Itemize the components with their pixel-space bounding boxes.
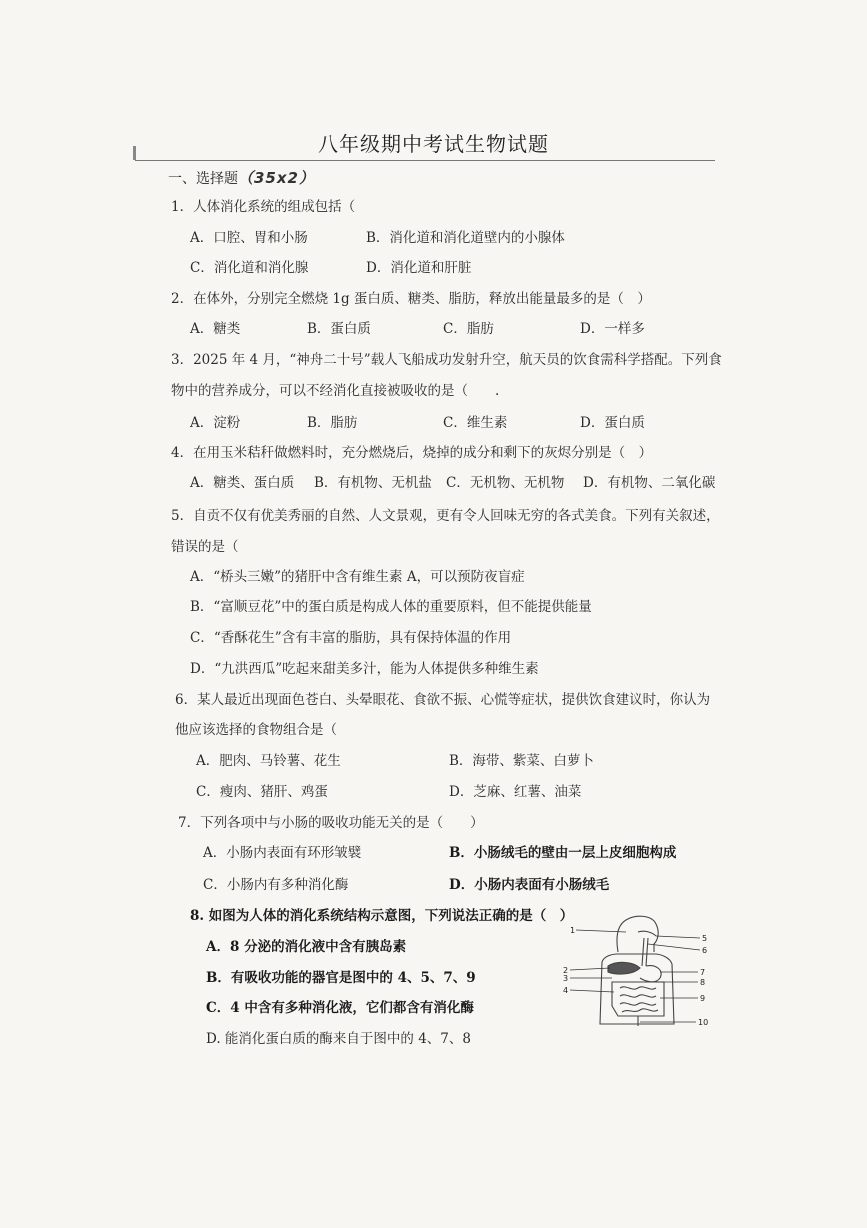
q6-option-b: B．海带、紫菜、白萝卜 [449, 753, 594, 769]
q5-option-c: C．“香酥花生”含有丰富的脂肪，具有保持体温的作用 [190, 630, 512, 646]
question-7-stem: 7．下列各项中与小肠的吸收功能无关的是（ ） [178, 815, 484, 831]
q2-option-b: B．蛋白质 [307, 321, 371, 337]
question-5-stem-line-1: 5．自贡不仅有优美秀丽的自然、人文景观，更有令人回味无穷的各式美食。下列有关叙述， [171, 508, 720, 524]
diagram-label-8: 8 [700, 978, 706, 987]
q1-option-d: D．消化道和肝脏 [366, 260, 472, 276]
q3-option-a: A．淀粉 [190, 415, 241, 431]
section-label: 一、选择题 [168, 171, 238, 187]
q1-option-b: B．消化道和消化道壁内的小腺体 [366, 230, 565, 246]
q4-option-d: D．有机物、二氧化碳 [583, 475, 716, 491]
question-6-stem-line-1: 6．某人最近出现面色苍白、头晕眼花、食欲不振、心慌等症状，提供饮食建议时，你认为 [175, 692, 711, 708]
diagram-label-7: 7 [700, 968, 706, 977]
q7-option-b: B．小肠绒毛的壁由一层上皮细胞构成 [449, 845, 677, 861]
q1-option-a: A．口腔、胃和小肠 [190, 230, 308, 246]
q2-option-a: A．糖类 [190, 321, 241, 337]
diagram-label-1: 1 [570, 926, 576, 935]
q7-option-d: D．小肠内表面有小肠绒毛 [449, 877, 610, 893]
body-outline [600, 916, 674, 1026]
q3-option-c: C．维生素 [443, 415, 508, 431]
q3-option-d: D．蛋白质 [580, 415, 645, 431]
question-6-stem-line-2: 他应该选择的食物组合是（ [175, 722, 337, 738]
question-1-stem: 1．人体消化系统的组成包括（ [171, 199, 356, 215]
q2-option-c: C．脂肪 [443, 321, 494, 337]
exam-title: 八年级期中考试生物试题 [318, 132, 549, 156]
q8-option-d: D. 能消化蛋白质的酶来自于图中的 4、7、8 [206, 1031, 471, 1047]
q5-option-d: D．“九洪西瓜”吃起来甜美多汁，能为人体提供多种维生素 [190, 661, 539, 677]
diagram-label-4: 4 [563, 986, 569, 995]
title-rule [135, 160, 715, 161]
handwritten-score: （35x2） [238, 169, 315, 187]
diagram-label-2: 2 [563, 966, 569, 975]
section-heading [168, 167, 315, 188]
q2-option-d: D．一样多 [580, 321, 645, 337]
q8-option-a: A．8 分泌的消化液中含有胰岛素 [206, 939, 407, 955]
diagram-label-5: 5 [702, 934, 708, 943]
question-8-stem: 8. 如图为人体的消化系统结构示意图，下列说法正确的是（ ） [190, 908, 574, 924]
q6-option-c: C．瘦肉、猪肝、鸡蛋 [196, 784, 328, 800]
question-3-stem-line-1: 3．2025 年 4 月，“神舟二十号”载人飞船成功发射升空，航天员的饮食需科学搭配。下列食 [171, 352, 722, 368]
diagram-label-10: 10 [698, 1018, 709, 1027]
q8-option-b: B．有吸收功能的器官是图中的 4、5、7、9 [206, 970, 476, 986]
question-2-stem: 2．在体外，分别完全燃烧 1g 蛋白质、糖类、脂肪，释放出能量最多的是（ ） [171, 291, 651, 307]
diagram-label-6: 6 [702, 946, 708, 955]
q7-option-a: A．小肠内表面有环形皱襞 [203, 845, 362, 861]
question-3-stem-line-2: 物中的营养成分，可以不经消化直接被吸收的是（ . [171, 383, 500, 399]
question-4-stem: 4．在用玉米秸秆做燃料时，充分燃烧后，烧掉的成分和剩下的灰烬分别是（ ） [171, 445, 653, 461]
scan-mark [133, 146, 136, 160]
leader-lines [570, 930, 700, 1022]
q7-option-c: C．小肠内有多种消化酶 [203, 877, 349, 893]
q1-option-c: C．消化道和消化腺 [190, 260, 309, 276]
q5-option-b: B．“富顺豆花”中的蛋白质是构成人体的重要原料，但不能提供能量 [190, 599, 592, 615]
q4-option-a: A．糖类、蛋白质 [190, 475, 295, 491]
q4-option-c: C．无机物、无机物 [446, 475, 565, 491]
q8-option-c: C．4 中含有多种消化液，它们都含有消化酶 [206, 1000, 474, 1016]
diagram-label-3: 3 [563, 974, 569, 983]
q4-option-b: B．有机物、无机盐 [314, 475, 432, 491]
q5-option-a: A．“桥头三嫩”的猪肝中含有维生素 A，可以预防夜盲症 [190, 569, 525, 585]
q6-option-a: A．肥肉、马铃薯、花生 [196, 753, 341, 769]
q6-option-d: D．芝麻、红薯、油菜 [449, 784, 582, 800]
question-5-stem-line-2: 错误的是（ [171, 539, 239, 555]
digestive-system-diagram [560, 912, 720, 1032]
q3-option-b: B．脂肪 [307, 415, 358, 431]
diagram-label-9: 9 [700, 994, 706, 1003]
